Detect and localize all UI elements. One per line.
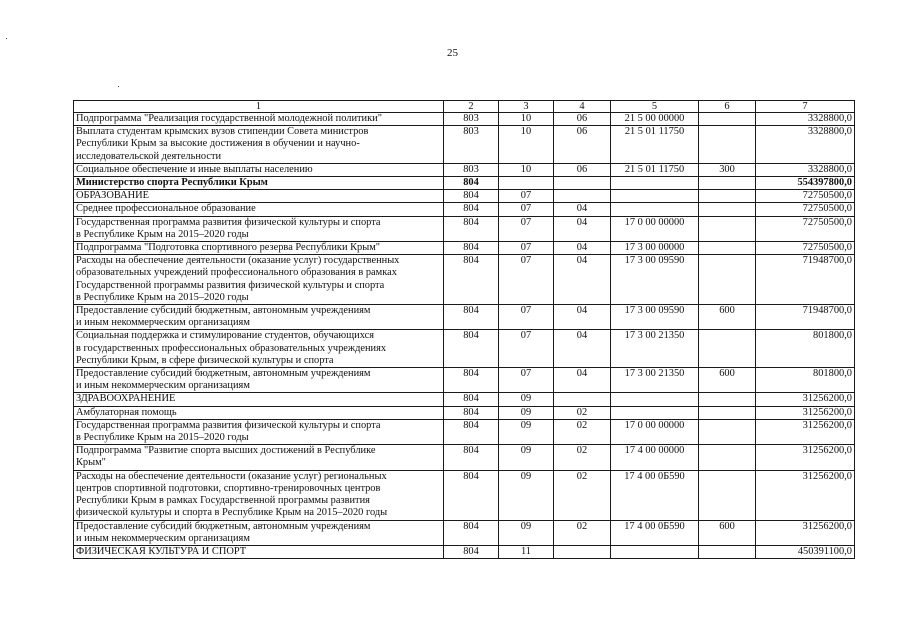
cell-ministry: 804 [444,393,499,406]
table-row [74,113,855,126]
cell-section: 09 [499,419,554,444]
cell-target: 17 3 00 00000 [611,242,699,255]
cell-kind [699,216,756,241]
table-row [74,242,855,255]
cell-target: 21 5 01 11750 [611,126,699,164]
cell-target: 21 5 01 11750 [611,163,699,176]
cell-name: Подпрограмма "Развитие спорта высших достижений в Республике Крым" [74,445,444,470]
cell-subsection: 04 [554,330,611,368]
table-row [74,203,855,216]
cell-name: Амбулаторная помощь [74,406,444,419]
cell-kind [699,419,756,444]
cell-subsection: 02 [554,445,611,470]
budget-table [73,100,855,559]
cell-name: Государственная программа развития физической культуры и спорта в Республике Крым на 2015–2020 годы [74,419,444,444]
cell-kind [699,242,756,255]
cell-kind [699,330,756,368]
cell-section: 07 [499,255,554,305]
cell-kind [699,177,756,190]
cell-subsection: 04 [554,368,611,393]
cell-section: 09 [499,470,554,520]
scan-speck [118,86,119,87]
cell-amount: 801800,0 [756,368,855,393]
cell-ministry: 804 [444,445,499,470]
table-row [74,255,855,305]
cell-name: Государственная программа развития физической культуры и спорта в Республике Крым на 2015–2020 годы [74,216,444,241]
cell-target: 17 3 00 09590 [611,305,699,330]
cell-name: ОБРАЗОВАНИЕ [74,190,444,203]
cell-ministry: 804 [444,330,499,368]
table-row [74,419,855,444]
cell-name: Выплата студентам крымских вузов стипендии Совета министров Республики Крым за высокие достижения в обучении и научно- исследовательской деятельности [74,126,444,164]
cell-subsection: 02 [554,520,611,545]
cell-kind [699,255,756,305]
cell-name: Подпрограмма "Подготовка спортивного резерва Республики Крым" [74,242,444,255]
cell-amount: 3328800,0 [756,163,855,176]
table-row [74,545,855,558]
cell-section: 09 [499,393,554,406]
cell-section: 07 [499,305,554,330]
cell-section: 07 [499,203,554,216]
header-cell-subsection: 4 [554,101,611,113]
cell-name: Среднее профессиональное образование [74,203,444,216]
cell-section: 10 [499,126,554,164]
cell-target: 17 4 00 00000 [611,445,699,470]
cell-target [611,393,699,406]
cell-amount: 72750500,0 [756,203,855,216]
table-row [74,190,855,203]
cell-subsection: 04 [554,216,611,241]
cell-amount: 31256200,0 [756,393,855,406]
cell-subsection [554,177,611,190]
cell-target [611,406,699,419]
header-row [74,101,855,113]
cell-name: Социальное обеспечение и иные выплаты населению [74,163,444,176]
cell-amount: 31256200,0 [756,406,855,419]
cell-kind: 600 [699,520,756,545]
table-row [74,177,855,190]
cell-ministry: 804 [444,520,499,545]
cell-target [611,177,699,190]
header-cell-name: 1 [74,101,444,113]
cell-kind: 600 [699,368,756,393]
cell-amount: 450391100,0 [756,545,855,558]
cell-section: 07 [499,330,554,368]
table-row [74,126,855,164]
cell-target: 17 3 00 09590 [611,255,699,305]
cell-target: 17 3 00 21350 [611,330,699,368]
cell-name: ЗДРАВООХРАНЕНИЕ [74,393,444,406]
cell-ministry: 804 [444,203,499,216]
cell-amount: 31256200,0 [756,470,855,520]
cell-ministry: 803 [444,126,499,164]
cell-name: Расходы на обеспечение деятельности (оказание услуг) государственных образовательных учреждений профессионального образования в рамках Государственной программы развития физической культуры и спорта в Республике Крым на 2015–2020 годы [74,255,444,305]
cell-target [611,203,699,216]
cell-ministry: 804 [444,305,499,330]
cell-subsection: 02 [554,406,611,419]
cell-amount: 72750500,0 [756,190,855,203]
cell-subsection: 04 [554,255,611,305]
cell-kind [699,393,756,406]
cell-name: Предоставление субсидий бюджетным, автономным учреждениям и иным некоммерческим организациям [74,520,444,545]
cell-subsection [554,545,611,558]
cell-subsection: 06 [554,113,611,126]
cell-ministry: 804 [444,470,499,520]
cell-amount: 71948700,0 [756,305,855,330]
cell-kind [699,203,756,216]
cell-kind [699,190,756,203]
cell-subsection: 04 [554,242,611,255]
cell-kind [699,113,756,126]
cell-subsection: 06 [554,163,611,176]
table-row [74,470,855,520]
table-row [74,305,855,330]
table-row [74,445,855,470]
cell-section: 09 [499,520,554,545]
cell-subsection [554,393,611,406]
cell-amount: 31256200,0 [756,419,855,444]
cell-section: 11 [499,545,554,558]
cell-amount: 3328800,0 [756,113,855,126]
table-row [74,406,855,419]
cell-name: Расходы на обеспечение деятельности (оказание услуг) региональных центров спортивной подготовки, спортивно-тренировочных центров Республики Крым в рамках Государственной программы развития физической культуры и спорта в Республике Крым на 2015–2020 годы [74,470,444,520]
cell-subsection [554,190,611,203]
cell-kind [699,126,756,164]
cell-name: Подпрограмма "Реализация государственной молодежной политики" [74,113,444,126]
cell-subsection: 02 [554,419,611,444]
cell-kind: 600 [699,305,756,330]
cell-amount: 554397800,0 [756,177,855,190]
cell-section: 09 [499,445,554,470]
cell-ministry: 804 [444,242,499,255]
cell-ministry: 804 [444,190,499,203]
cell-name: Министерство спорта Республики Крым [74,177,444,190]
cell-subsection: 04 [554,305,611,330]
table-row [74,330,855,368]
table-row [74,368,855,393]
cell-amount: 31256200,0 [756,445,855,470]
table-row [74,520,855,545]
cell-subsection: 02 [554,470,611,520]
cell-target [611,545,699,558]
page-number: 25 [447,47,458,59]
header-cell-target: 5 [611,101,699,113]
cell-ministry: 804 [444,545,499,558]
cell-kind [699,470,756,520]
cell-section: 09 [499,406,554,419]
cell-kind: 300 [699,163,756,176]
cell-section: 07 [499,368,554,393]
cell-section: 10 [499,113,554,126]
header-cell-ministry: 2 [444,101,499,113]
cell-name: Предоставление субсидий бюджетным, автономным учреждениям и иным некоммерческим организациям [74,368,444,393]
cell-ministry: 804 [444,216,499,241]
cell-name: Социальная поддержка и стимулирование студентов, обучающихся в государственных профессиональных образовательных учреждениях Республики Крым, в сфере физической культуры и спорта [74,330,444,368]
cell-ministry: 803 [444,163,499,176]
cell-section [499,177,554,190]
cell-ministry: 804 [444,368,499,393]
cell-target: 17 4 00 0Б590 [611,470,699,520]
table-row [74,393,855,406]
cell-name: Предоставление субсидий бюджетным, автономным учреждениям и иным некоммерческим организациям [74,305,444,330]
cell-amount: 71948700,0 [756,255,855,305]
cell-amount: 801800,0 [756,330,855,368]
scan-speck [6,38,7,39]
cell-target: 17 3 00 21350 [611,368,699,393]
cell-target: 17 0 00 00000 [611,216,699,241]
cell-target: 21 5 00 00000 [611,113,699,126]
cell-section: 07 [499,190,554,203]
table-row [74,216,855,241]
header-cell-section: 3 [499,101,554,113]
cell-section: 07 [499,216,554,241]
cell-target: 17 0 00 00000 [611,419,699,444]
cell-section: 10 [499,163,554,176]
cell-ministry: 804 [444,177,499,190]
table-row [74,163,855,176]
header-cell-kind: 6 [699,101,756,113]
cell-amount: 31256200,0 [756,520,855,545]
cell-ministry: 804 [444,419,499,444]
cell-ministry: 804 [444,406,499,419]
cell-section: 07 [499,242,554,255]
cell-kind [699,445,756,470]
cell-ministry: 804 [444,255,499,305]
cell-kind [699,406,756,419]
cell-kind [699,545,756,558]
cell-target [611,190,699,203]
cell-amount: 72750500,0 [756,216,855,241]
table-body [74,113,855,559]
header-cell-amount: 7 [756,101,855,113]
cell-name: ФИЗИЧЕСКАЯ КУЛЬТУРА И СПОРТ [74,545,444,558]
cell-subsection: 06 [554,126,611,164]
cell-ministry: 803 [444,113,499,126]
cell-target: 17 4 00 0Б590 [611,520,699,545]
cell-amount: 72750500,0 [756,242,855,255]
cell-amount: 3328800,0 [756,126,855,164]
cell-subsection: 04 [554,203,611,216]
